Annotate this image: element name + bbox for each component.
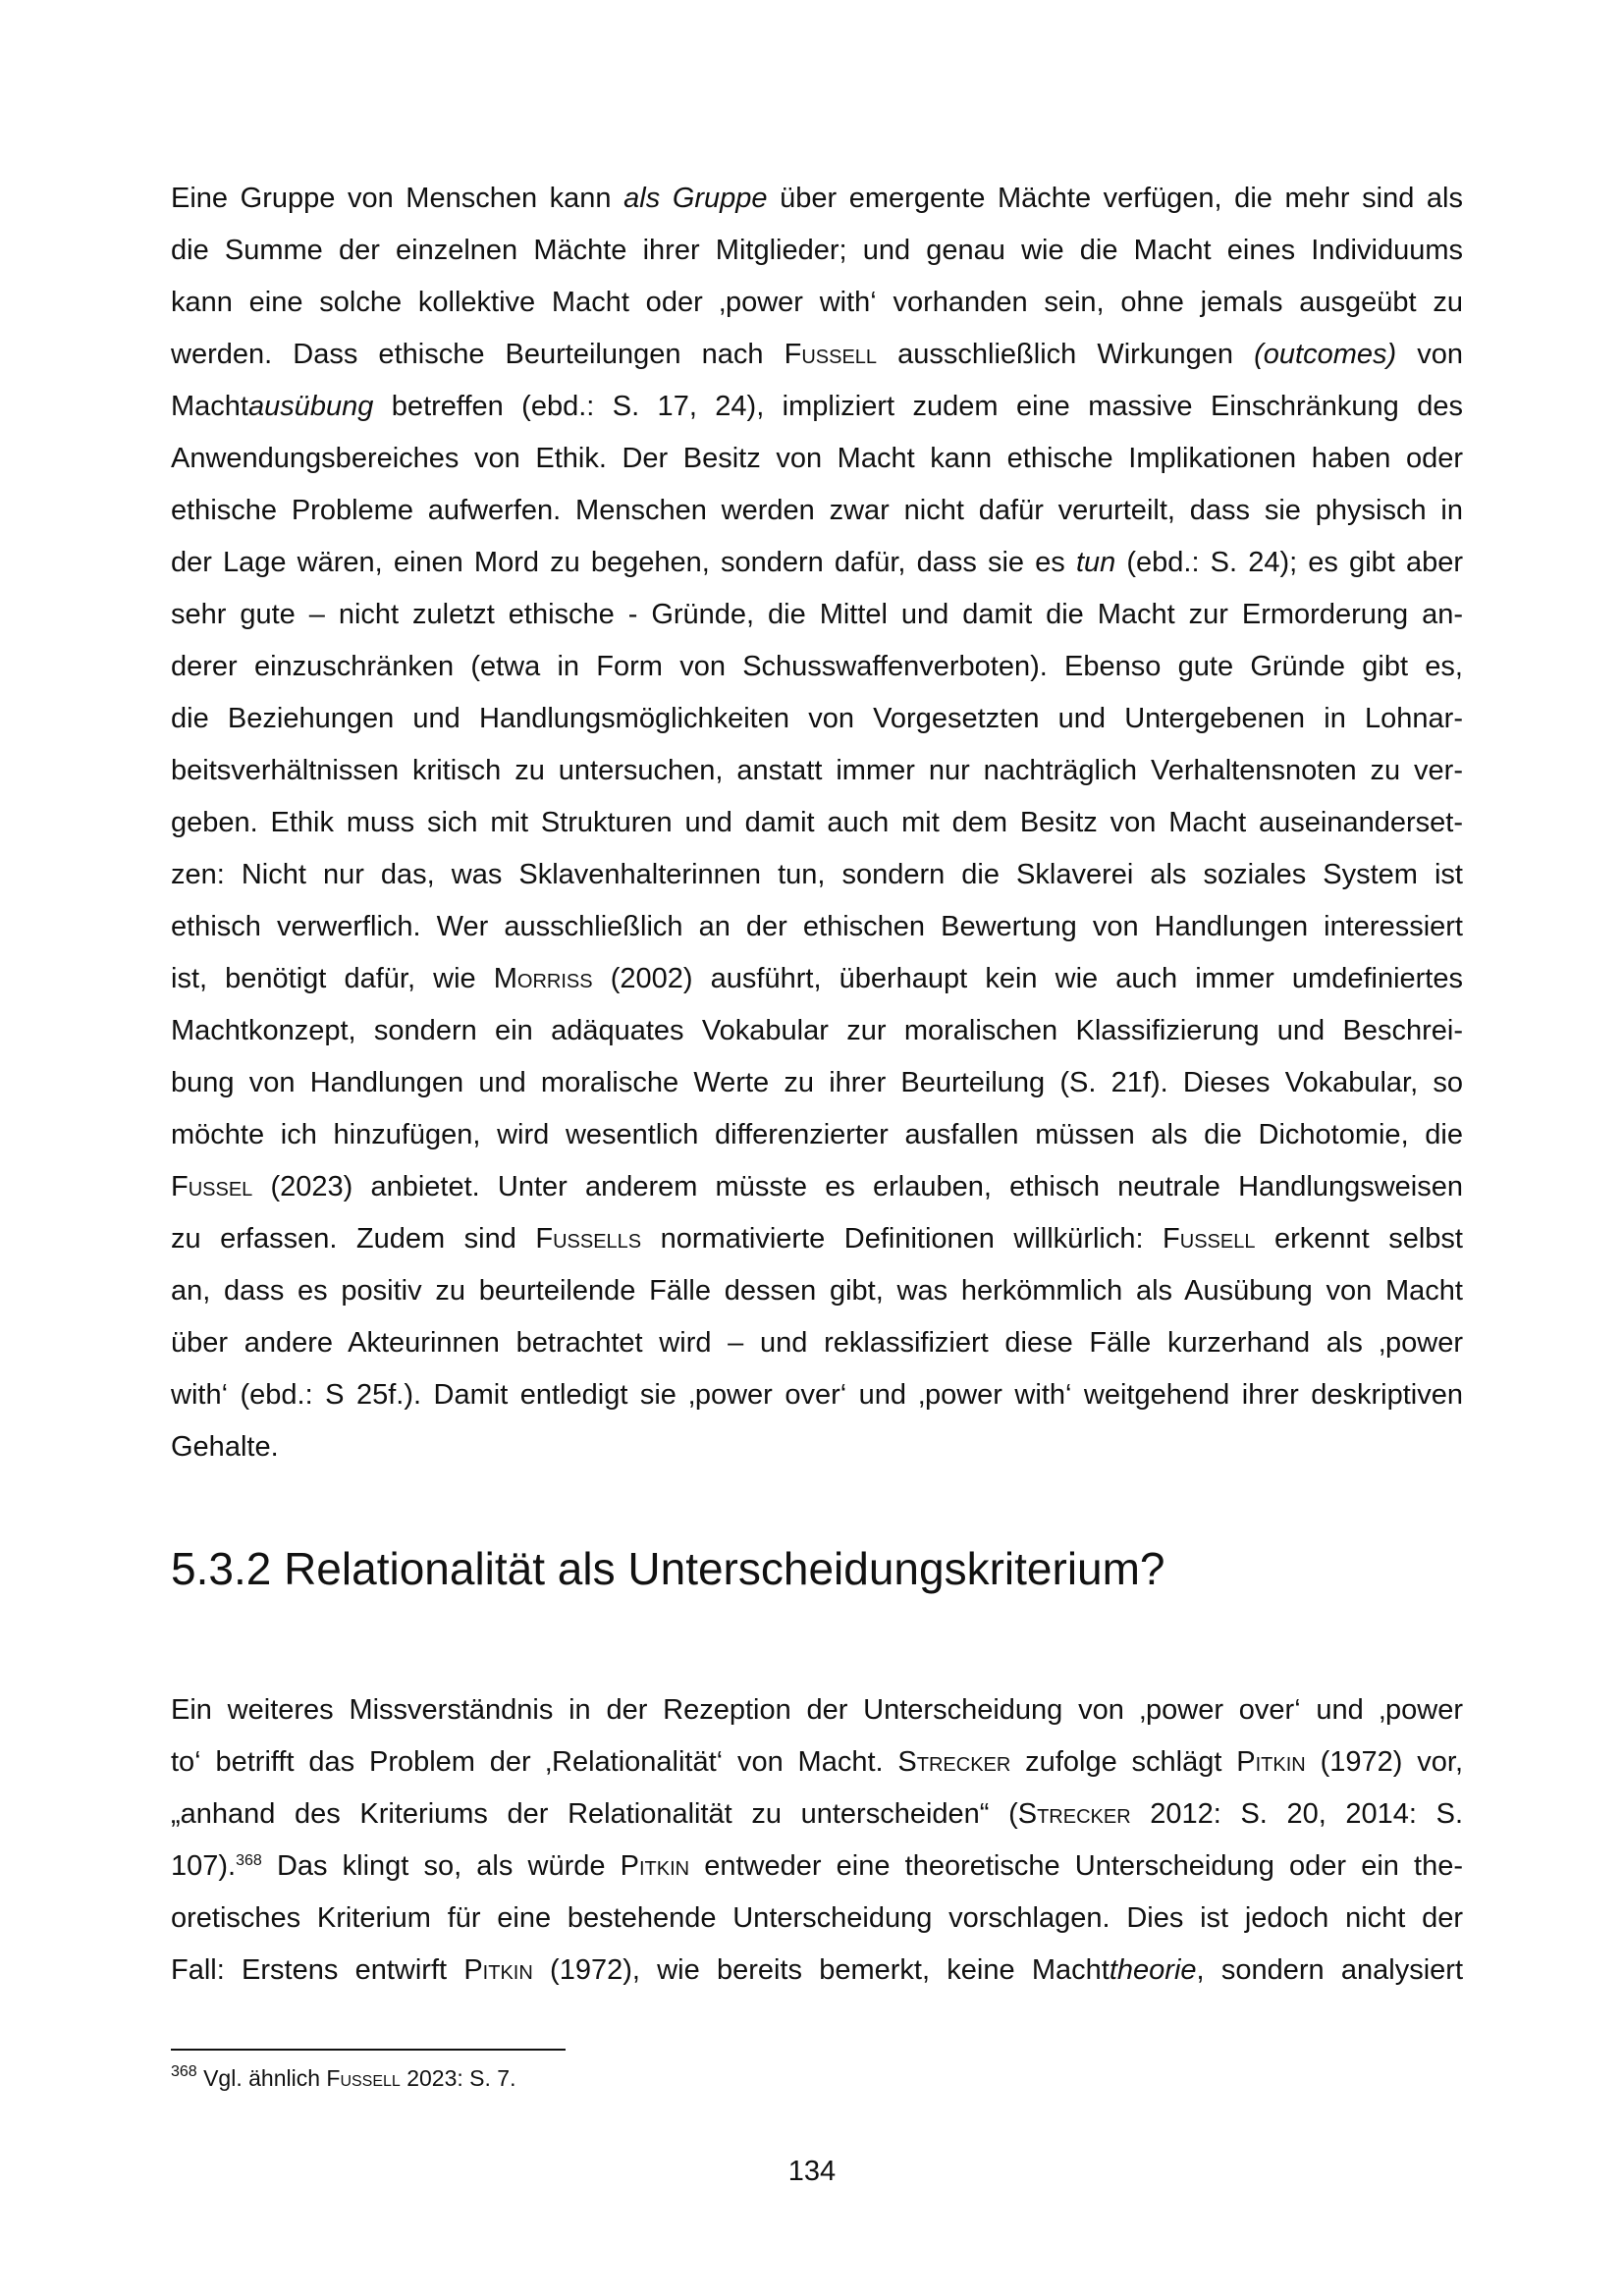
text-line: ethisch verwerflich. Wer ausschließlich an der ethischen Bewertung von Handlungen interessiert: [171, 911, 1463, 942]
page-number: 134: [787, 2156, 837, 2187]
text-line: Eine Gruppe von Menschen kann als Gruppe über emergente Mächte verfügen, die mehr sind als: [171, 183, 1463, 214]
text-line: zu erfassen. Zudem sind Fussells normativierte Definitionen willkürlich: Fussell erkennt selbst: [171, 1223, 1463, 1255]
text-line: sehr gute – nicht zuletzt ethische - Gründe, die Mittel und damit die Macht zur Ermorderung an-: [171, 599, 1463, 630]
author-name: Strecker: [897, 1746, 1011, 1778]
text-line: die Beziehungen und Handlungsmöglichkeiten von Vorgesetzten und Untergebenen in Lohnar-: [171, 703, 1463, 734]
text-line: Ein weiteres Missverständnis in der Rezeption der Unterscheidung von ‚power over‘ und ‚power: [171, 1694, 1463, 1726]
text-line: Machtkonzept, sondern ein adäquates Vokabular zur moralischen Klassifizierung und Beschrei-: [171, 1015, 1463, 1046]
text-line: beitsverhältnissen kritisch zu untersuchen, anstatt immer nur nachträglich Verhaltensnoten zu ver-: [171, 755, 1463, 786]
text-line: an, dass es positiv zu beurteilende Fälle dessen gibt, was herkömmlich als Ausübung von Macht: [171, 1275, 1463, 1307]
text-line: kann eine solche kollektive Macht oder ‚power with‘ vorhanden sein, ohne jemals ausgeübt zu: [171, 287, 1463, 318]
text-line: ethische Probleme aufwerfen. Menschen werden zwar nicht dafür verurteilt, dass sie physisch in: [171, 495, 1463, 526]
text-line: 107).$^{368}$ Das klingt so, als würde Pitkin entweder eine theoretische Unterscheidung oder ein the-: [171, 1850, 1463, 1882]
text-line: möchte ich hinzufügen, wird wesentlich differenzierter ausfallen müssen als die Dichotomie, die: [171, 1119, 1463, 1150]
text-line: über andere Akteurinnen betrachtet wird – und reklassifiziert diese Fälle kurzerhand als ‚power: [171, 1327, 1463, 1359]
text-line: werden. Dass ethische Beurteilungen nach Fussell ausschließlich Wirkungen (outcomes) von: [171, 339, 1463, 370]
text-line: Fall: Erstens entwirft Pitkin (1972), wie bereits bemerkt, keine Machttheorie, sondern analysiert: [171, 1954, 1463, 1986]
author-name: Pitkin: [1236, 1746, 1306, 1778]
text-line: ist, benötigt dafür, wie Morriss (2002) ausführt, überhaupt kein wie auch immer umdefiniertes: [171, 963, 1463, 994]
text-line: oretisches Kriterium für eine bestehende Unterscheidung vorschlagen. Dies ist jedoch nicht der: [171, 1902, 1463, 1934]
text-line: Fussel (2023) anbietet. Unter anderem müsste es erlauben, ethisch neutrale Handlungsweisen: [171, 1171, 1463, 1202]
author-name: Fussells: [535, 1223, 642, 1255]
emphasis: ausübung: [247, 391, 374, 422]
text-line: Anwendungsbereiches von Ethik. Der Besitz von Macht kann ethische Implikationen haben oder: [171, 443, 1463, 474]
text-line: „anhand des Kriteriums der Relationalität zu unterscheiden“ (Strecker 2012: S. 20, 2014: S.: [171, 1798, 1463, 1830]
text-line: die Summe der einzelnen Mächte ihrer Mitglieder; und genau wie die Macht eines Individuums: [171, 235, 1463, 266]
emphasis: als Gruppe: [623, 183, 768, 214]
author-name: Fussell: [784, 339, 878, 370]
emphasis: (outcomes): [1254, 339, 1397, 370]
author-name: Pitkin: [620, 1850, 690, 1882]
footnote-number: 368: [171, 2063, 197, 2080]
footnote-separator: [171, 2049, 566, 2051]
author-name: Fussell: [326, 2065, 401, 2091]
text-line: derer einzuschränken (etwa in Form von Schusswaffenverboten). Ebenso gute Gründe gibt es,: [171, 651, 1463, 682]
author-name: Strecker: [1017, 1798, 1131, 1830]
emphasis: tun: [1075, 547, 1116, 578]
footnote-marker[interactable]: 368: [236, 1852, 262, 1869]
text-line: with‘ (ebd.: S 25f.). Damit entledigt sie ‚power over‘ und ‚power with‘ weitgehend ihrer deskriptiven: [171, 1379, 1463, 1411]
emphasis: theorie: [1109, 1954, 1197, 1986]
text-line: geben. Ethik muss sich mit Strukturen und damit auch mit dem Besitz von Macht auseinanderset-: [171, 807, 1463, 838]
section-heading: 5.3.2 Relationalität als Unterscheidungskriterium?: [171, 1543, 1165, 1594]
text-line: zen: Nicht nur das, was Sklavenhalterinnen tun, sondern die Sklaverei als soziales System ist: [171, 859, 1463, 890]
text-line: bung von Handlungen und moralische Werte zu ihrer Beurteilung (S. 21f). Dieses Vokabular, so: [171, 1067, 1463, 1098]
text-line: to‘ betrifft das Problem der ‚Relationalität‘ von Macht. Strecker zufolge schlägt Pitkin (1972) vor,: [171, 1746, 1463, 1778]
author-name: Morriss: [493, 963, 593, 994]
text-line: Machtausübung betreffen (ebd.: S. 17, 24), impliziert zudem eine massive Einschränkung des: [171, 391, 1463, 422]
author-name: Fussell: [1163, 1223, 1256, 1255]
author-name: Pitkin: [463, 1954, 533, 1986]
text-line: Gehalte.: [171, 1431, 279, 1463]
author-name: Fussel: [171, 1171, 253, 1202]
text-line: der Lage wären, einen Mord zu begehen, sondern dafür, dass sie es tun (ebd.: S. 24); es gibt aber: [171, 547, 1463, 578]
footnote: $^{368}$ Vgl. ähnlich Fussell 2023: S. 7.: [171, 2063, 516, 2091]
